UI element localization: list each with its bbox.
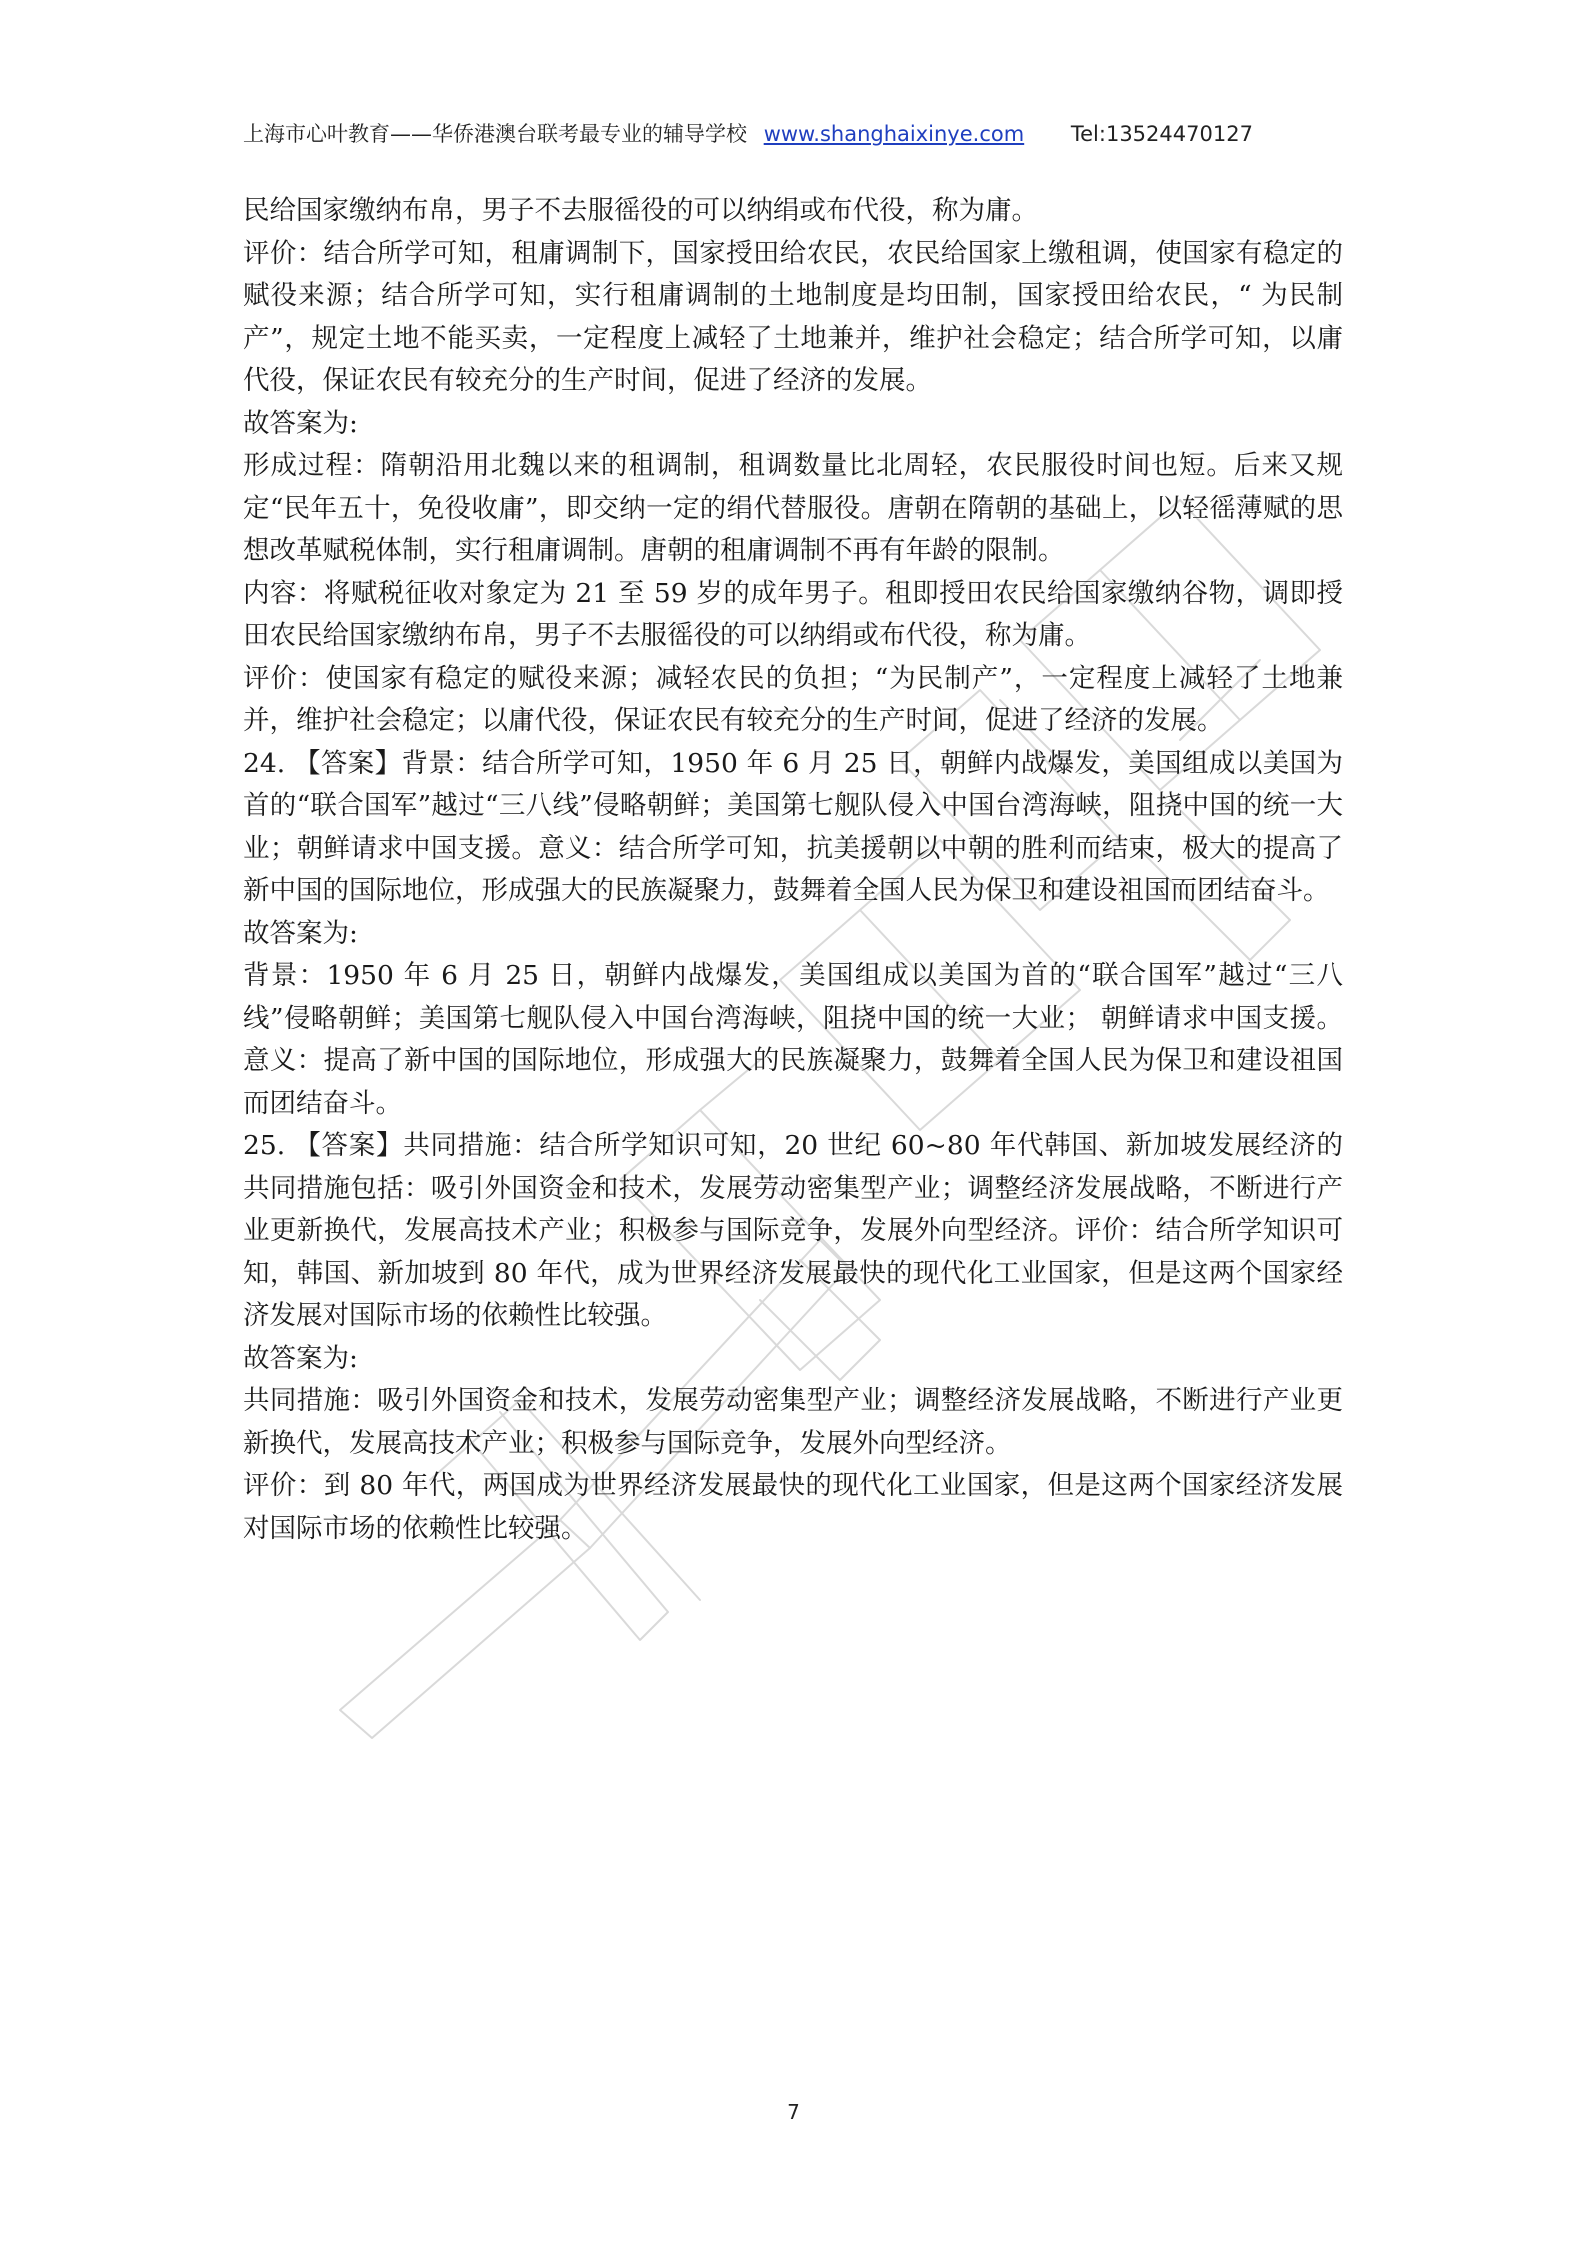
paragraph: 故答案为: — [243, 1342, 358, 1374]
paragraph: 评价：结合所学可知，租庸调制下，国家授田给农民，农民给国家上缴租调，使国家有稳定的赋役来源；结合所学可知，实行租庸调制的土地制度是均田制，国家授田给农民，“ 为民制产”，规定土地不能买卖，一定程度上减轻了土地兼并，维护社会稳定；结合所学可知，以庸代役，保证农民有较充分的生产时间，促进了经济的发展。 — [243, 237, 1343, 396]
page-number: 7 — [787, 2100, 800, 2124]
website-link[interactable]: www.shanghaixinye.com — [763, 122, 1025, 146]
page-header — [243, 118, 1343, 148]
telephone: Tel:13524470127 — [1070, 122, 1253, 146]
paragraph: 共同措施：吸引外国资金和技术，发展劳动密集型产业；调整经济发展战略，不断进行产业更新换代，发展高技术产业；积极参与国际竞争，发展外向型经济。 — [243, 1385, 1343, 1459]
paragraph: 形成过程：隋朝沿用北魏以来的租调制，租调数量比北周轻，农民服役时间也短。后来又规定“民年五十，免役收庸”，即交纳一定的绢代替服役。唐朝在隋朝的基础上，以轻徭薄赋的思想改革赋税体制，实行租庸调制。唐朝的租庸调制不再有年龄的限制。 — [243, 450, 1343, 566]
paragraph: 背景：1950 年 6 月 25 日，朝鲜内战爆发，美国组成以美国为首的“联合国军”越过“三八线”侵略朝鲜；美国第七舰队侵入中国台湾海峡，阻挠中国的统一大业； 朝鲜请求中国支援。意义：提高了新中国的国际地位，形成强大的民族凝聚力，鼓舞着全国人民为保卫和建设祖国而团结奋斗。 — [243, 960, 1343, 1119]
paragraph: 故答案为: — [243, 917, 358, 949]
paragraph: 25. 【答案】共同措施：结合所学知识可知，20 世纪 60~80 年代韩国、新加坡发展经济的共同措施包括：吸引外国资金和技术，发展劳动密集型产业；调整经济发展战略，不断进行产业更新换代，发展高技术产业；积极参与国际竞争，发展外向型经济。评价：结合所学知识可知，韩国、新加坡到 80 年代，成为世界经济发展最快的现代化工业国家，但是这两个国家经济发展对国际市场的依赖性比较强。 — [243, 1130, 1343, 1331]
school-name: 上海市心叶教育——华侨港澳台联考最专业的辅导学校 — [243, 122, 747, 146]
paragraph: 评价：到 80 年代，两国成为世界经济发展最快的现代化工业国家，但是这两个国家经济发展对国际市场的依赖性比较强。 — [243, 1470, 1343, 1544]
paragraph: 24. 【答案】背景：结合所学可知，1950 年 6 月 25 日，朝鲜内战爆发，美国组成以美国为首的“联合国军”越过“三八线”侵略朝鲜；美国第七舰队侵入中国台湾海峡，阻挠中国的统一大业；朝鲜请求中国支援。意义：结合所学可知，抗美援朝以中朝的胜利而结束，极大的提高了新中国的国际地位，形成强大的民族凝聚力，鼓舞着全国人民为保卫和建设祖国而团结奋斗。 — [243, 747, 1343, 906]
document-body — [243, 190, 1343, 1550]
paragraph: 民给国家缴纳布帛，男子不去服徭役的可以纳绢或布代役，称为庸。 — [243, 195, 1038, 226]
paragraph: 内容：将赋税征收对象定为 21 至 59 岁的成年男子。租即授田农民给国家缴纳谷物，调即授田农民给国家缴纳布帛，男子不去服徭役的可以纳绢或布代役，称为庸。 — [243, 577, 1343, 651]
paragraph: 评价：使国家有稳定的赋役来源；减轻农民的负担；“为民制产”，一定程度上减轻了土地兼并，维护社会稳定；以庸代役，保证农民有较充分的生产时间，促进了经济的发展。 — [243, 662, 1343, 736]
paragraph: 故答案为: — [243, 407, 358, 439]
